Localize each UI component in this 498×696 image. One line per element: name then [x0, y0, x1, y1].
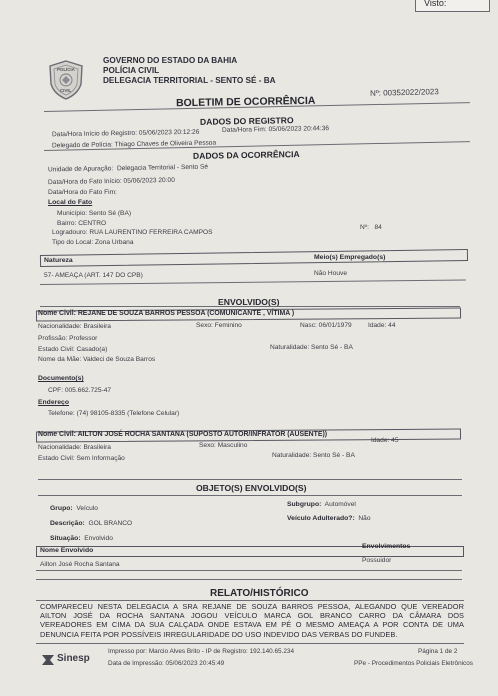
- sinesp-logo-icon: [40, 652, 56, 668]
- envolvidos-heading-line: [40, 306, 460, 307]
- ocorrencia-fato-inicio: [48, 177, 175, 186]
- natureza-header-row: [40, 249, 468, 267]
- person2-nacionalidade: Nacionalidade: Brasileira: [38, 444, 111, 451]
- report-title: BOLETIM DE OCORRÊNCIA: [175, 94, 316, 110]
- local-bairro: [57, 220, 106, 227]
- objeto-descricao: [50, 520, 132, 527]
- bairro-label: Bairro:: [57, 220, 77, 227]
- objeto-row-nome: Ailton José Rocha Santana: [40, 561, 120, 568]
- objeto-row-envolvimento: Possuidor: [362, 557, 392, 564]
- municipio-value: Sento Sé (BA): [88, 210, 132, 217]
- person1-endereco-heading: Endereço: [38, 399, 69, 406]
- natureza-bottom-line: [40, 280, 466, 285]
- objeto-row-bottom-line: [36, 570, 462, 571]
- municipio-label: Município:: [57, 210, 88, 217]
- adulterado-value: Não: [358, 515, 371, 522]
- local-numero: [360, 224, 382, 231]
- person1-documentos-heading: Documento(s): [38, 375, 84, 382]
- objetos-heading: OBJETO(S) ENVOLVIDO(S): [196, 483, 307, 493]
- descricao-value: GOL BRANCO: [88, 520, 133, 527]
- person1-naturalidade: Naturalidade: Sento Sé - BA: [270, 344, 353, 351]
- relato-line-1: COMPARECEU NESTA DELEGACIA A SRA REJANE DE SOUZA BARROS PESSOA, ALEGANDO QUE VEREADOR: [40, 602, 464, 611]
- person1-nasc: Nasc: 06/01/1979: [300, 322, 352, 329]
- unidade-value: Delegacia Territorial - Sento Sé: [116, 163, 209, 173]
- footer-sistema: PPe - Procedimentos Policiais Eletrônicos: [354, 660, 473, 667]
- tipo-label: Tipo do Local:: [52, 239, 94, 246]
- numero-label: Nº:: [360, 224, 370, 231]
- relato-bottom-line: [36, 643, 464, 644]
- registro-heading: DADOS DO REGISTRO: [199, 115, 294, 127]
- person2-idade: Idade: 45: [371, 437, 399, 444]
- registro-inicio-value: 05/06/2023 20:12:26: [138, 128, 200, 137]
- registro-fim-value: 05/06/2023 20:44:36: [268, 125, 330, 134]
- footer-pagina: Página 1 de 2: [418, 648, 458, 655]
- footer-impresso: Impresso por: Marcio Alves Brito - IP de Registro: 192.140.65.234: [108, 648, 295, 655]
- relato-line-3: VEREADORES EM CIMA DA SUA CALÇADA ONDE ESTAVA EM PÉ O MESMO AMEAÇA A POR CONTA DE UMA: [40, 620, 464, 630]
- logradouro-value: RUA LAURENTINO FERREIRA CAMPOS: [89, 229, 213, 236]
- badge-text-bottom: CIVIL: [60, 88, 72, 93]
- fato-inicio-label: Data/Hora do Fato Início:: [47, 177, 122, 187]
- org-line-2: POLÍCIA CIVIL: [103, 66, 160, 75]
- person1-cpf: CPF: 005.662.725-47: [48, 387, 112, 394]
- grupo-value: Veículo: [76, 505, 98, 512]
- situacao-value: Envolvido: [84, 535, 113, 542]
- ocorrencia-unidade: [48, 164, 208, 174]
- relato-line-4: DENUNCIA FEITA POR POSSÍVEIS IRREGULARIDADE DO USO INDEVIDO DAS VERBAS DO FUNDEB.: [40, 629, 398, 639]
- situacao-label: Situação:: [50, 535, 81, 542]
- person2-name: Nome Civil: AILTON JOSÉ ROCHA SANTANA (SUPOSTO AUTOR/INFRATOR (AUSENTE)): [38, 431, 328, 438]
- relato-text: [40, 602, 464, 639]
- person1-idade: Idade: 44: [368, 322, 396, 329]
- registro-delegado-value: Thiago Chaves de Oliveira Pessoa: [114, 139, 217, 149]
- objeto-grupo: [50, 505, 98, 512]
- badge-text-top: POLÍCIA: [57, 67, 75, 72]
- sinesp-logo-text: Sinesp: [57, 653, 90, 664]
- person1-estado-civil: Estado Civil: Casado(a): [38, 346, 108, 353]
- natureza-col-header: Natureza: [44, 257, 73, 264]
- descricao-label: Descrição:: [50, 520, 85, 527]
- subgrupo-label: Subgrupo:: [287, 501, 322, 508]
- relato-heading-line: [36, 600, 464, 601]
- registro-delegado-label: Delegado de Polícia:: [51, 141, 113, 150]
- envolvidos-heading: ENVOLVIDO(S): [218, 297, 280, 307]
- fato-inicio-value: 05/06/2023 20:00: [123, 176, 175, 185]
- person1-telefone: Telefone: (74) 98105-8335 (Telefone Celular): [48, 410, 180, 417]
- relato-line-2: AILTON JOSÉ DA ROCHA SANTANA JOGOU VEÍCULO MARCA GOL BRANCO CARRO DA CÂMARA DOS: [40, 611, 464, 621]
- subgrupo-value: Automóvel: [324, 501, 356, 508]
- adulterado-label: Veículo Adulterado?:: [287, 515, 355, 522]
- logradouro-label: Logradouro:: [52, 229, 88, 236]
- unidade-label: Unidade de Apuração:: [47, 165, 114, 174]
- grupo-label: Grupo:: [50, 505, 73, 512]
- objetos-top-line: [38, 479, 462, 480]
- registro-fim: [222, 125, 329, 134]
- numero-value: 84: [374, 224, 382, 231]
- objetos-section-end-line: [36, 579, 462, 580]
- org-line-3: DELEGACIA TERRITORIAL - SENTO SÉ - BA: [103, 76, 276, 85]
- tipo-value: Zona Urbana: [95, 239, 134, 246]
- person1-mae: Nome da Mãe: Valdeci de Souza Barros: [38, 356, 156, 363]
- objeto-situacao: [50, 535, 113, 542]
- sinesp-logo: [40, 650, 98, 670]
- footer-data-impressao: Data de Impressão: 05/06/2023 20:45:49: [108, 660, 225, 667]
- local-tipo: [52, 239, 134, 246]
- report-number: Nº: 00352022/2023: [369, 87, 439, 98]
- relato-heading: RELATO/HISTÓRICO: [210, 588, 309, 599]
- person2-naturalidade: Naturalidade: Sento Sé - BA: [272, 452, 355, 459]
- local-heading: Local do Fato: [48, 199, 93, 206]
- registro-fim-label: Data/Hora Fim:: [221, 126, 267, 134]
- person1-nacionalidade: Nacionalidade: Brasileira: [38, 323, 111, 330]
- bairro-value: CENTRO: [78, 220, 107, 227]
- objeto-adulterado: [287, 515, 371, 522]
- person2-estado-civil: Estado Civil: Sem Informação: [38, 455, 125, 462]
- ocorrencia-heading: DADOS DA OCORRÊNCIA: [192, 149, 300, 161]
- nome-envolvido-col-header: Nome Envolvido: [40, 547, 94, 554]
- person1-name: Nome Civil: REJANE DE SOUZA BARROS PESSOA (COMUNICANTE , VÍTIMA ): [38, 310, 295, 317]
- objetos-heading-line: [38, 495, 462, 496]
- local-logradouro: [52, 229, 213, 236]
- org-line-1: GOVERNO DO ESTADO DA BAHIA: [103, 56, 238, 65]
- meio-col-header: Meio(s) Empregado(s): [314, 254, 386, 261]
- visto-box: Visto:: [415, 0, 490, 12]
- natureza-value: 57- AMEAÇA (ART. 147 DO CPB): [44, 272, 143, 279]
- envolvimentos-col-header: Envolvimentos: [362, 543, 411, 550]
- meio-value: Não Houve: [314, 270, 347, 277]
- registro-inicio: [52, 129, 199, 139]
- police-badge-icon: [48, 60, 84, 100]
- person2-sexo: Sexo: Masculino: [199, 442, 248, 449]
- registro-inicio-label: Data/Hora Início do Registro:: [51, 129, 138, 139]
- person1-sexo: Sexo: Feminino: [196, 322, 242, 329]
- objeto-subgrupo: [287, 501, 356, 508]
- local-municipio: [57, 210, 131, 217]
- person1-profissao: Profissão: Professor: [38, 335, 98, 342]
- ocorrencia-fato-fim: Data/Hora do Fato Fim:: [48, 189, 117, 196]
